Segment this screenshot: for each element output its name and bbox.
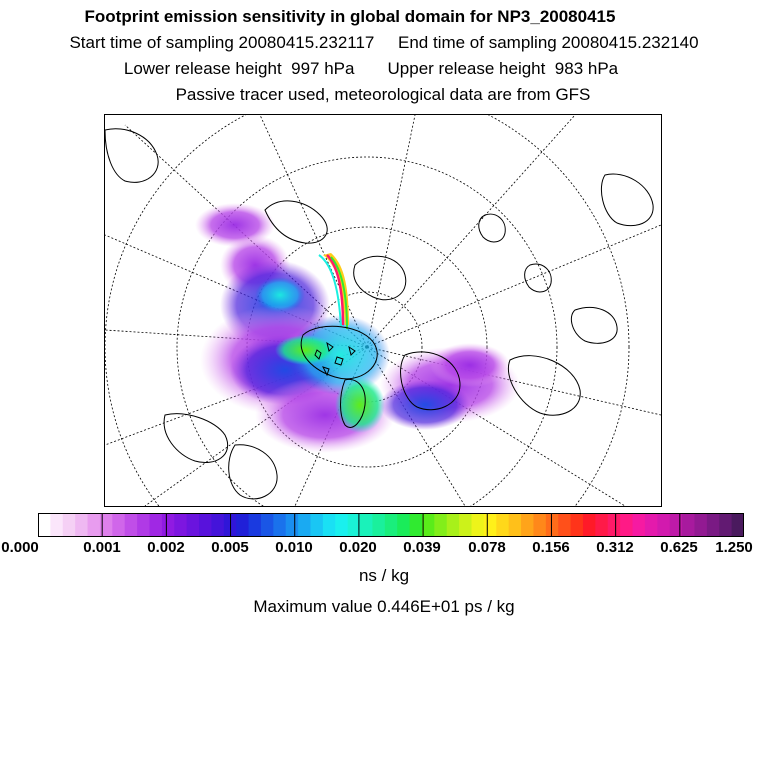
colorbar-cell [298,513,311,537]
footprint-map [104,114,662,507]
tracer-info-line: Passive tracer used, meteorological data are from GFS [175,85,591,104]
colorbar-cell [174,513,187,537]
colorbar-cell [211,513,224,537]
colorbar-cell [187,513,200,537]
colorbar-cell [509,513,522,537]
colorbar-units: ns / kg [358,566,410,585]
colorbar-cell [385,513,398,537]
footprint-plume [195,203,520,453]
colorbar-cell [323,513,336,537]
colorbar-tick-label: 0.039 [403,539,441,556]
colorbar-cell [125,513,138,537]
colorbar-cell [732,513,744,537]
colorbar [38,513,744,537]
colorbar-cell [583,513,596,537]
colorbar-cell [410,513,423,537]
colorbar-cell [335,513,348,537]
colorbar-cell [472,513,485,537]
colorbar-svg [38,513,744,537]
release-height-line: Lower release height 997 hPa Upper release height 983 hPa [123,59,619,78]
colorbar-tick-label: 0.010 [275,539,313,556]
colorbar-cell [657,513,670,537]
colorbar-cell [360,513,373,537]
colorbar-tick-label: 0.312 [596,539,634,556]
colorbar-cell [261,513,274,537]
plot-title: Footprint emission sensitivity in global domain for NP3_20080415 [84,7,616,26]
coastlines [105,129,653,499]
colorbar-cell [162,513,175,537]
colorbar-cell [571,513,584,537]
colorbar-cell [50,513,63,537]
colorbar-cell [38,513,51,537]
colorbar-cell [112,513,125,537]
colorbar-cell [682,513,695,537]
colorbar-cell [286,513,299,537]
colorbar-cell [137,513,150,537]
colorbar-tick-label: 1.250 [715,539,753,556]
colorbar-cell [63,513,76,537]
colorbar-cell [273,513,286,537]
colorbar-cell [149,513,162,537]
colorbar-cell [447,513,460,537]
colorbar-tick-label: 0.156 [532,539,570,556]
colorbar-cell [719,513,732,537]
colorbar-cell [236,513,249,537]
colorbar-cell [434,513,447,537]
colorbar-cell [484,513,497,537]
colorbar-cell [546,513,559,537]
colorbar-cell [620,513,633,537]
colorbar-cell [558,513,571,537]
colorbar-tick-label: 0.625 [660,539,698,556]
colorbar-cell [397,513,410,537]
colorbar-tick-label: 0.000 [1,539,39,556]
polar-map-svg [105,115,661,506]
colorbar-tick-label: 0.078 [468,539,506,556]
colorbar-cell [310,513,323,537]
colorbar-tick-label: 0.002 [147,539,185,556]
colorbar-cell [496,513,509,537]
colorbar-cell [608,513,621,537]
colorbar-cell [422,513,435,537]
colorbar-cell [595,513,608,537]
colorbar-cell [75,513,88,537]
colorbar-cell [199,513,212,537]
colorbar-tick-label: 0.020 [339,539,377,556]
colorbar-cell [372,513,385,537]
colorbar-cell [249,513,262,537]
colorbar-cell [670,513,683,537]
graticule [105,115,661,506]
colorbar-cell [707,513,720,537]
colorbar-tick-label: 0.005 [211,539,249,556]
colorbar-cell [633,513,646,537]
sampling-time-line: Start time of sampling 20080415.232117 End time of sampling 20080415.232140 [69,33,699,52]
colorbar-tick-label: 0.001 [83,539,121,556]
maximum-value: Maximum value 0.446E+01 ps / kg [253,597,515,616]
colorbar-cell [521,513,534,537]
colorbar-cell [645,513,658,537]
colorbar-cell [459,513,472,537]
colorbar-cell [694,513,707,537]
colorbar-cell [88,513,101,537]
colorbar-cell [533,513,546,537]
